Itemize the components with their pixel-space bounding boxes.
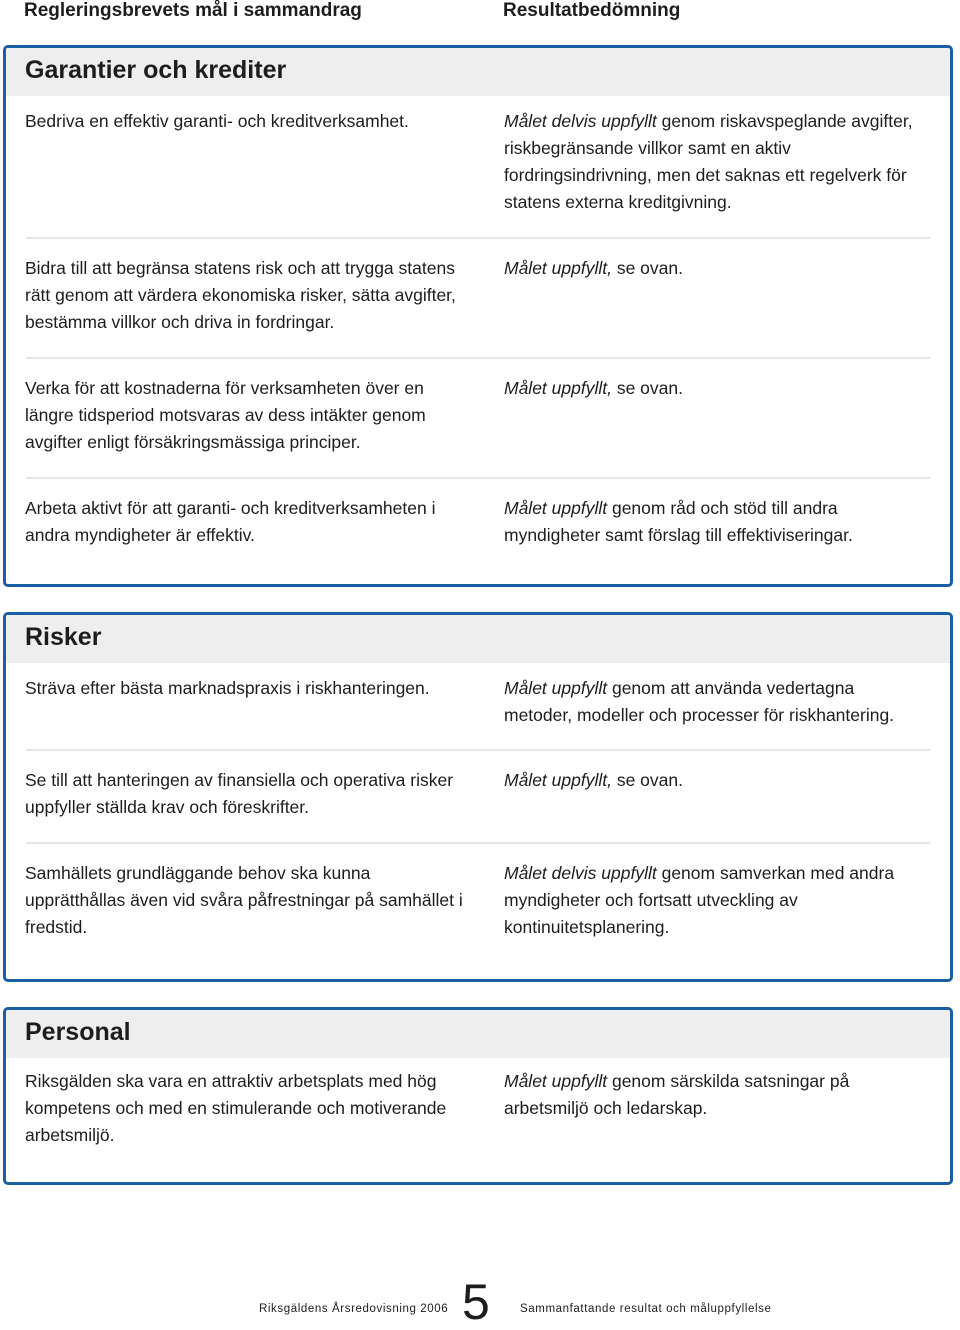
section-risker [3, 612, 953, 982]
footer-publication: Riksgäldens Årsredovisning 2006 [259, 1303, 449, 1315]
result-status: Målet uppfyllt [504, 1071, 608, 1091]
section-title: Personal [6, 1010, 950, 1058]
goal-text: Sträva efter bästa marknadspraxis i riskhanteringen. [25, 678, 430, 698]
goal-text: Arbeta aktivt för att garanti- och kreditverksamheten i andra myndigheter är effektiv. [25, 498, 436, 545]
result-detail: genom samverkan med andra myndigheter och fortsatt utveckling av kontinuitetsplanering. [504, 863, 895, 937]
table-row [6, 477, 950, 582]
result-detail: genom råd och stöd till andra myndigheter samt förslag till effektiviseringar. [504, 498, 853, 545]
result-text [504, 860, 924, 941]
result-text [504, 255, 924, 282]
table-row [6, 357, 950, 477]
result-detail: se ovan. [611, 770, 683, 790]
result-text [504, 495, 924, 549]
result-status: Målet uppfyllt, [504, 258, 612, 278]
result-detail: genom särskilda satsningar på arbetsmiljö och ledarskap. [504, 1071, 850, 1118]
result-text [504, 675, 924, 729]
page-footer [0, 1274, 960, 1330]
result-detail: se ovan. [611, 378, 683, 398]
result-text [504, 108, 924, 216]
result-detail: se ovan. [611, 258, 683, 278]
goal-text: Bidra till att begränsa statens risk och att trygga statens rätt genom att värdera ekonomiska risker, sätta avgifter, bestämma villkor och driva in fordringar. [25, 258, 456, 332]
result-status: Målet uppfyllt [504, 678, 608, 698]
table-row [6, 1058, 950, 1178]
result-status: Målet delvis uppfyllt [504, 863, 657, 883]
goal-text: Se till att hanteringen av finansiella och operativa risker uppfyller ställda krav och föreskrifter. [25, 770, 454, 817]
table-row [6, 663, 950, 749]
result-detail: genom att använda vedertagna metoder, modeller och processer för riskhantering. [504, 678, 895, 725]
section-garantier-och-krediter [3, 45, 953, 587]
table-row [6, 842, 950, 972]
result-text [504, 767, 924, 794]
column-header-assessment: Resultatbedömning [503, 0, 681, 21]
table-row [6, 96, 950, 237]
result-status: Målet uppfyllt, [504, 770, 612, 790]
footer-chapter: Sammanfattande resultat och måluppfyllelse [520, 1303, 772, 1315]
result-detail: genom riskavspeglande avgifter, riskbegränsande villkor samt en aktiv fordringsindrivning, men det saknas ett regelverk för statens externa kreditgivning. [504, 111, 913, 212]
section-personal [3, 1007, 953, 1185]
result-status: Målet uppfyllt [504, 498, 608, 518]
page-number: 5 [462, 1274, 490, 1330]
column-headers [0, 0, 960, 30]
result-status: Målet delvis uppfyllt [504, 111, 657, 131]
table-row [6, 749, 950, 842]
goal-text: Samhällets grundläggande behov ska kunna upprätthållas även vid svåra påfrestningar på samhället i fredstid. [25, 863, 463, 937]
column-header-goals: Regleringsbrevets mål i sammandrag [24, 0, 362, 21]
goal-text: Bedriva en effektiv garanti- och kreditverksamhet. [25, 111, 409, 131]
result-text [504, 1068, 924, 1122]
section-title: Garantier och krediter [6, 48, 950, 96]
section-title: Risker [6, 615, 950, 663]
goal-text: Riksgälden ska vara en attraktiv arbetsplats med hög kompetens och med en stimulerande och motiverande arbetsmiljö. [25, 1071, 447, 1145]
result-text [504, 375, 924, 402]
table-row [6, 237, 950, 357]
goal-text: Verka för att kostnaderna för verksamheten över en längre tidsperiod motsvaras av dess intäkter genom avgifter enligt försäkringsmässiga principer. [25, 378, 426, 452]
result-status: Målet uppfyllt, [504, 378, 612, 398]
